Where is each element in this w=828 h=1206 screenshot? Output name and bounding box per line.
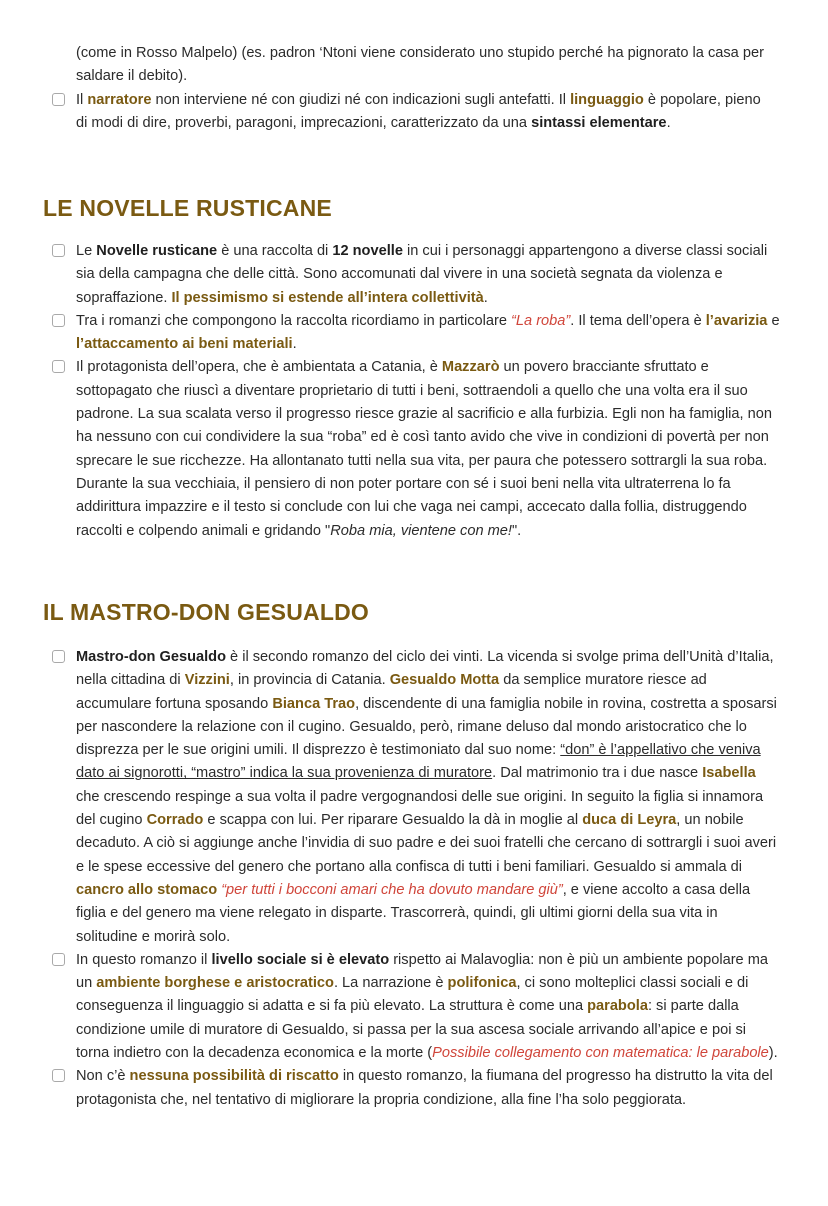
section-title-novelle: LE NOVELLE RUSTICANE bbox=[43, 195, 332, 221]
checkbox[interactable] bbox=[52, 93, 65, 106]
list-item: Non c’è nessuna possibilità di riscatto in questo romanzo, la fiumana del progresso ha distrutto la vita del protagonista che, nel tentativo di migliorare la propria condizione, alla fine l’ha solo peggiorata. bbox=[76, 1065, 780, 1112]
checkbox[interactable] bbox=[52, 244, 65, 257]
intro-block bbox=[76, 42, 776, 135]
checkbox[interactable] bbox=[52, 650, 65, 663]
section-title-gesualdo: IL MASTRO-DON GESUALDO bbox=[43, 599, 369, 625]
section-novelle bbox=[76, 240, 780, 543]
list-item: Il narratore non interviene né con giudizi né con indicazioni sugli antefatti. Il linguaggio è popolare, pieno di modi di dire, proverbi, paragoni, imprecazioni, caratterizzato da una sintassi elementare. bbox=[76, 89, 776, 136]
list-item: In questo romanzo il livello sociale si è elevato rispetto ai Malavoglia: non è più un ambiente popolare ma un ambiente borghese e aristocratico. La narrazione è polifonica, ci sono molteplici classi sociali e di conseguenza il linguaggio si adatta e si fa più elevato. La struttura è come una parabola: si parte dalla condizione umile di muratore di Gesualdo, si passa per la sua ascesa sociale arrivando all’apice e poi si torna indietro con la decadenza economica e la morte (Possibile collegamento con matematica: le parabole). bbox=[76, 949, 780, 1065]
list-item: Il protagonista dell’opera, che è ambientata a Catania, è Mazzarò un povero bracciante sfruttato e sottopagato che riuscì a diventare proprietario di tutti i beni, sottraendoli a quello che una volta era il suo padrone. La sua scalata verso il progresso riesce grazie al sacrificio e alla furbizia. Egli non ha famiglia, non ha nessuno con cui condividere la sua “roba” ed è così tanto avido che vive in condizioni di povertà per non sprecare le sue ricchezze. Ha allontanato tutti nella sua vita, per paura che potessero sottrargli la sua roba. Durante la sua vecchiaia, il pensiero di non poter portare con sé i suoi beni nella vita ultraterrena lo fa addirittura impazzire e il testo si conclude con lui che vaga nei campi, accecato dalla follia, distruggendo raccolti e colpendo animali e gridando "Roba mia, vientene con me!". bbox=[76, 356, 780, 542]
checkbox[interactable] bbox=[52, 314, 65, 327]
list-item: Mastro-don Gesualdo è il secondo romanzo del ciclo dei vinti. La vicenda si svolge prima dell’Unità d’Italia, nella cittadina di Vizzini, in provincia di Catania. Gesualdo Motta da semplice muratore riesce ad accumulare fortuna sposando Bianca Trao, discendente di una famiglia nobile in rovina, costretta a sposarsi per nascondere la relazione con il cugino. Gesualdo, però, rimane deluso dal mondo aristocratico che lo disprezza per le sue origini umili. Il disprezzo è testimoniato dal suo nome: “don” è l’appellativo che veniva dato ai signorotti, “mastro” indica la sua provenienza di muratore. Dal matrimonio tra i due nasce Isabella che crescendo respinge a sua volta il padre vergognandosi delle sue origini. In seguito la figlia si innamora del cugino Corrado e scappa con lui. Per riparare Gesualdo la dà in moglie al duca di Leyra, un nobile decaduto. A ciò si aggiunge anche l’invidia di suo padre e dei suoi fratelli che cercano di sottrargli i suoi averi e le spese eccessive del genero che portano alla confisca di tutti i beni familiari. Gesualdo si ammala di cancro allo stomaco “per tutti i bocconi amari che ha dovuto mandare giù”, e viene accolto a casa della figlia e del genero ma viene relegato in disparte. Trascorrerà, quindi, gli ultimi giorni della sua vita in solitudine e morirà solo. bbox=[76, 646, 780, 949]
section-gesualdo bbox=[76, 646, 780, 1112]
checkbox[interactable] bbox=[52, 360, 65, 373]
checkbox[interactable] bbox=[52, 953, 65, 966]
list-item: Le Novelle rusticane è una raccolta di 12 novelle in cui i personaggi appartengono a diverse classi sociali sia della campagna che delle città. Sono accomunati dal vivere in una società segnata da violenza e sopraffazione. Il pessimismo si estende all’intera collettività. bbox=[76, 240, 780, 310]
checkbox[interactable] bbox=[52, 1069, 65, 1082]
continuation-text: (come in Rosso Malpelo) (es. padron ‘Ntoni viene considerato uno stupido perché ha pignorato la casa per saldare il debito). bbox=[76, 45, 764, 85]
list-item: Tra i romanzi che compongono la raccolta ricordiamo in particolare “La roba”. Il tema dell’opera è l’avarizia e l’attaccamento ai beni materiali. bbox=[76, 310, 780, 357]
